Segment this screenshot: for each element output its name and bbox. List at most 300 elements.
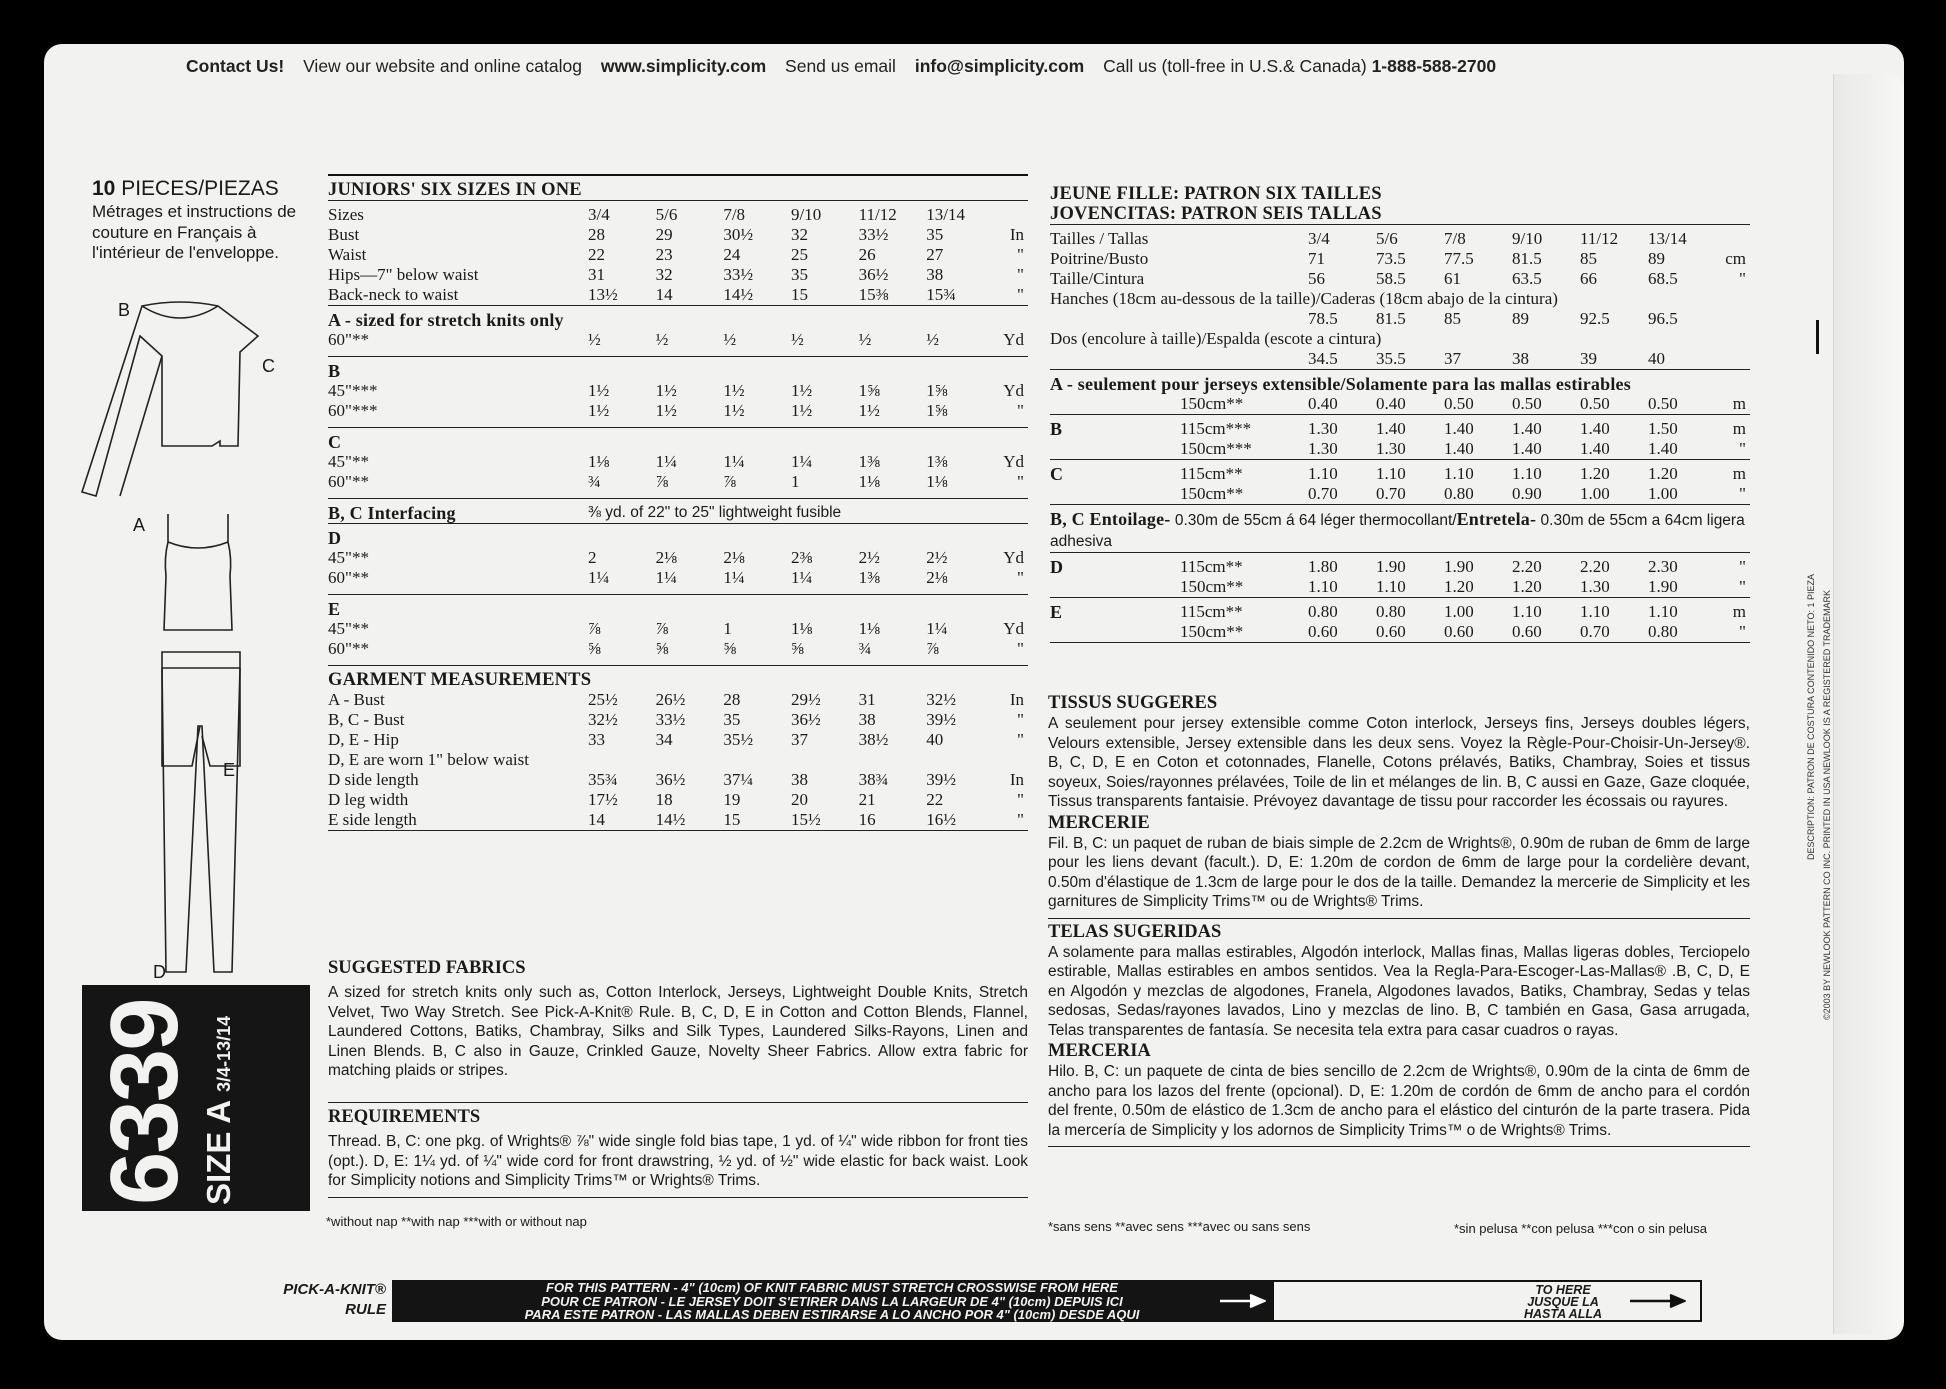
size-header: 7/8 [723,201,791,226]
view-heading-row [328,524,1028,549]
size-value: 15 [790,285,808,304]
size-value: 35.5 [1376,349,1406,368]
email-text: Send us email [785,56,896,76]
size-value: 32 [790,225,808,244]
fabric-width: 150cm** [1180,622,1244,641]
view-b-top-sketch [82,302,258,496]
unit: " [1739,484,1746,503]
view-label-c: C [262,356,275,376]
interfacing-es-label: Entretela- [1456,509,1537,529]
row-label [1050,415,1308,440]
size-value: 1.90 [1444,553,1512,578]
left-column [92,176,307,264]
row-label: D side length [328,770,419,789]
row-label [1050,622,1308,643]
size-value: 1½ [723,381,745,400]
size-value: 1.10 [1376,460,1444,485]
website-text: View our website and online catalog [303,56,582,76]
size-value: 27 [926,245,944,264]
phone-number: 1-888-588-2700 [1371,56,1497,76]
size-value [859,750,927,770]
row-label: Poitrine/Busto [1050,249,1149,268]
unit [1716,225,1750,250]
table-row [328,790,1028,810]
size-value: 39½ [926,710,957,729]
contact-line [186,56,1786,77]
hips-values-row [1050,309,1750,329]
tissus-text: A seulement pour jersey extensible comme Coton interlock, Jerseys fins, Jerseys doubles légers, Velours extensible, Jersey extensible dans les deux sens. Voyez la Règle-Pour-Choisir-Un-Jersey®. B, C, D, E en Coton et cotonnades, Flanelle, Cotons prélavés, Batiks, Chambray, Soies et tissus soyeux, Soies/rayonnes prélavées, Toile de lin et mélanges de lin. B, C aussi en Gaze, Gaze cloquée, Tissus transparents fantaisie. Prévoyez davantage de tissu pour raccorder les écossais ou rayures. [1048,715,1750,810]
unit: " [1739,269,1746,288]
size-value: 1.10 [1648,598,1716,623]
size-value: 0.50 [1512,394,1542,413]
size-value: ¾ [588,472,601,491]
size-value: 68.5 [1648,269,1678,288]
size-value: 25½ [588,690,618,709]
unit: " [994,810,1028,831]
size-value: 21 [858,790,876,809]
tissus-heading: TISSUS SUGGERES [1048,693,1218,713]
size-value: 1⅜ [858,568,880,587]
size-value: 32½ [588,710,618,729]
size-value: 1¼ [790,568,813,587]
view-heading: E [1050,602,1063,622]
back-label-row [1050,329,1750,349]
unit: Yd [1003,381,1024,400]
size-value: 36½ [655,770,686,789]
size-value: 15¾ [926,285,957,304]
table-row [328,810,1028,831]
size-value: 1½ [723,401,745,420]
size-value: 33 [588,730,605,749]
unit [1716,309,1750,329]
size-value: 0.90 [1512,484,1542,503]
hips-label: Hanches (18cm au-dessous de la taille)/Caderas (18cm abajo de la cintura) [1050,289,1558,308]
size-header: 9/10 [1512,225,1580,250]
size-value: 1½ [790,381,813,400]
size-value: 2 [588,548,597,567]
size-value: 85 [1444,309,1461,328]
french-instructions-note: Métrages et instructions de couture en Français à l'intérieur de l'enveloppe. [92,202,297,262]
description-text: DESCRIPTION: PATRON DE COSTURA CONTENIDO NETO: 1 PIEZA [1806,573,1816,860]
row-label: 60"** [328,568,369,587]
size-header: 5/6 [1376,225,1444,250]
size-value: 1.40 [1444,439,1474,458]
email-link[interactable]: info@simplicity.com [914,56,1085,76]
view-heading: E [328,595,1028,620]
hips-label-row [1050,289,1750,309]
size-value: 89 [1512,309,1529,328]
unit: Yd [1003,619,1024,638]
size-value: 1.40 [1512,415,1580,440]
size-value: 25 [790,245,808,264]
size-value: 38 [1512,349,1529,368]
size-value: 1 [790,472,800,491]
unit: cm [1725,249,1746,268]
size-value: ⅞ [655,619,669,638]
table-row [328,472,1028,492]
unit: " [1017,265,1024,284]
row-label [1050,553,1308,578]
size-value: 2⅛ [723,548,745,567]
arrow-right-icon [1630,1294,1686,1308]
fabric-width: 150cm** [1180,394,1244,413]
size-value: 33½ [858,225,889,244]
unit: m [1716,415,1750,440]
size-value: ⅞ [588,619,601,638]
to-here-label: TO HERE JUSQUE LA HASTA ALLA [1524,1283,1602,1321]
unit: " [1017,285,1024,304]
merceria-heading: MERCERIA [1048,1041,1151,1061]
size-value: 31 [588,265,605,284]
unit: " [1017,710,1024,729]
interfacing-cell [1050,505,1750,553]
row-label: Waist [328,245,367,264]
size-value: 1⅛ [790,619,813,638]
unit [1716,349,1750,370]
size-value: 14½ [656,810,724,831]
table-row [328,381,1028,401]
row-label [1050,484,1308,505]
view-heading-row [328,306,1028,331]
view-heading-row [328,499,1028,524]
size-value: 1.30 [1308,439,1338,458]
table-row [1050,394,1750,415]
row-label [1050,309,1308,329]
size-value: 20 [790,790,808,809]
size-value: 1¼ [723,452,745,471]
size-value: 35 [790,265,808,284]
size-value: 1⅜ [926,452,948,471]
size-value: 18 [655,790,673,809]
table-row [328,401,1028,421]
view-label-e: E [223,760,236,780]
row-label [1050,394,1308,415]
view-heading: B [328,357,1028,382]
size-value: 1⅛ [858,619,880,638]
size-value: 39 [1580,349,1597,368]
french-footnote: *sans sens **avec sens ***avec ou sans sens [1048,1219,1311,1234]
size-value: ⅝ [790,639,804,658]
size-header: 9/10 [791,201,859,226]
title-row [328,175,1028,201]
copyright-text: ©2003 BY NEWLOOK PATTERN CO INC. PRINTED IN USA NEWLOOK IS A REGISTERED TRADEMARK [1822,589,1832,1020]
size-value: 1½ [858,401,880,420]
interfacing-fr-text: 0.30m de 55cm á 64 léger thermocollant/ [1170,512,1457,529]
row-label: 60"** [328,330,369,349]
unit: " [1017,245,1024,264]
size-value: 38¾ [858,770,889,789]
size-value: 1¼ [723,568,745,587]
size-value: 1.90 [1376,553,1444,578]
size-value: 2.20 [1580,553,1648,578]
unit: m [1716,598,1750,623]
unit: Yd [1003,452,1024,471]
size-value: 17½ [588,790,618,809]
size-value: ⅝ [723,639,737,658]
size-header: 3/4 [1308,225,1376,250]
size-value: 58.5 [1376,269,1406,288]
size-value: 37 [1444,349,1461,368]
size-value: 38½ [858,730,889,749]
size-header-row [1050,225,1750,250]
size-value: ¾ [858,639,872,658]
unit: " [1739,577,1746,596]
unit: " [1017,401,1024,420]
size-value: ⅞ [723,472,737,491]
table-row [1050,249,1750,269]
size-value: 0.70 [1308,484,1338,503]
requirements-section [328,1102,1028,1198]
size-value: 2.20 [1512,553,1580,578]
size-value [791,750,859,770]
size-value: 1.40 [1648,439,1678,458]
size-value: 81.5 [1376,309,1406,328]
row-label [1050,349,1308,370]
size-value: 66 [1580,269,1597,288]
size-value: 36½ [858,265,889,284]
size-value: 0.40 [1308,394,1338,413]
size-value: ½ [790,330,804,349]
size-value: 2⅛ [655,548,677,567]
unit: " [1716,622,1750,643]
row-label: Back-neck to waist [328,285,459,304]
garment-measurements-heading: GARMENT MEASUREMENTS [328,666,1028,691]
size-value: 35 [723,710,741,729]
table-row [328,770,1028,790]
row-label: 45"** [328,619,369,638]
view-heading: A - sized for stretch knits only [328,306,1028,331]
size-value: 33½ [723,265,754,284]
suggested-fabrics-heading: SUGGESTED FABRICS [328,958,526,978]
size-header: 5/6 [656,201,724,226]
size-value: 1.40 [1376,415,1444,440]
fabric-width: 150cm** [1180,484,1244,503]
size-value: 1.90 [1648,577,1678,596]
view-a-camisole-sketch [164,514,232,630]
size-header: 3/4 [588,201,656,226]
size-value: 0.80 [1444,484,1474,503]
table-row [1050,598,1750,623]
sizes-label: Sizes [328,201,588,226]
size-value: 1¼ [588,568,610,587]
english-measurement-table [328,174,1028,831]
table-row [1050,622,1750,643]
size-value: 1⅛ [926,472,948,491]
size-value: 1.10 [1308,460,1376,485]
french-spanish-measurement-table [1050,184,1750,643]
view-heading-row [328,357,1028,382]
table-row [328,730,1028,750]
size-value: 1⅝ [858,381,880,400]
size-value: 0.50 [1444,394,1474,413]
size-value: 1.40 [1444,415,1512,440]
table-row [328,619,1028,639]
size-value: 40 [1648,349,1665,368]
view-heading: B [1050,419,1063,439]
size-value: 1.10 [1512,460,1580,485]
size-header: 11/12 [859,201,927,226]
size-value: 1.20 [1512,577,1542,596]
size-value: 26½ [655,690,686,709]
view-d-pants-sketch [162,652,240,972]
size-value: 0.80 [1376,598,1444,623]
size-value: 26 [858,245,876,264]
row-label: 60"*** [328,401,378,420]
unit: Yd [1003,330,1024,349]
table-row [328,245,1028,265]
contact-label: Contact Us! [186,56,285,76]
row-label: B, C - Bust [328,710,405,729]
size-value: 0.60 [1444,622,1512,643]
size-value: 1.10 [1308,577,1338,596]
size-value: 1.30 [1308,415,1376,440]
unit: " [1739,439,1746,458]
size-value: 1⅝ [926,381,948,400]
size-value: 1¼ [926,619,948,638]
size-value: 1¼ [790,452,813,471]
size-value: 96.5 [1648,309,1678,328]
phone-text: Call us (toll-free in U.S.& Canada) [1103,56,1367,76]
unit [994,750,1028,770]
unit: Yd [1003,548,1024,567]
size-value: 1½ [790,401,813,420]
size-value: 1.40 [1580,439,1610,458]
row-label: 60"** [328,472,369,491]
size-value: 15½ [791,810,859,831]
size-value: 0.50 [1580,394,1610,413]
size-value: 38 [858,710,876,729]
table-row [328,750,1028,770]
size-header: 11/12 [1580,225,1648,250]
view-heading: A - seulement pour jerseys extensible/Solamente para las mallas estirables [1050,370,1750,395]
table-row [328,639,1028,659]
view-label-a: A [133,515,146,535]
size-value: 1¼ [655,568,677,587]
row-label [1050,460,1308,485]
size-value: 22 [588,245,605,264]
size-label: SIZE A 3/4-13/14 [200,1015,237,1205]
row-label: Taille/Cintura [1050,269,1145,288]
size-value: 2⅜ [790,548,813,567]
size-value: 61 [1444,269,1461,288]
size-value: 37¼ [723,770,754,789]
size-value: 0.60 [1376,622,1444,643]
view-heading-row [328,595,1028,620]
fabric-width: 115cm** [1180,464,1243,483]
view-label-b: B [118,300,131,320]
size-value: 38 [790,770,808,789]
size-header: 13/14 [926,201,994,226]
table-row [328,548,1028,568]
size-value: 85 [1580,249,1597,268]
table-row [1050,269,1750,289]
mercerie-heading: MERCERIE [1048,812,1150,833]
french-spanish-text-section [1048,692,1750,1147]
size-value: 71 [1308,249,1325,268]
size-value: ⅝ [655,639,669,658]
size-value: 14 [655,285,673,304]
size-value: 1½ [655,381,677,400]
pieces-count: 10 PIECES/PIEZAS [92,177,279,200]
size-value: 0.40 [1376,394,1406,413]
size-value: 37 [790,730,808,749]
table-row [328,330,1028,350]
pattern-number-block [82,985,310,1211]
interfacing-note: ⅜ yd. of 22" to 25" lightweight fusible [588,499,1028,524]
size-value: 0.50 [1648,394,1678,413]
size-value: 29½ [790,690,821,709]
edge-mark [1816,320,1819,354]
size-value: 1.30 [1376,439,1406,458]
requirements-heading: REQUIREMENTS [328,1107,481,1127]
size-value: 29 [655,225,673,244]
row-label [1050,439,1308,460]
size-value: 34 [655,730,673,749]
size-value: 0.60 [1308,622,1376,643]
row-label: D, E - Hip [328,730,399,749]
size-header: 7/8 [1444,225,1512,250]
french-title: JEUNE FILLE: PATRON SIX TAILLES [1050,184,1382,204]
size-value: ⅞ [926,639,940,658]
fabric-width: 115cm*** [1180,419,1252,438]
size-value: 77.5 [1444,249,1474,268]
row-label: 45"** [328,452,369,471]
website-link[interactable]: www.simplicity.com [600,56,767,76]
fabric-width: 150cm*** [1180,439,1252,458]
size-value: 14 [588,810,656,831]
table-row [1050,577,1750,598]
size-value: 0.70 [1376,484,1406,503]
size-value: ½ [655,330,669,349]
view-heading: C [1050,464,1064,484]
size-value: 14½ [723,285,754,304]
size-value: 1.00 [1444,598,1512,623]
row-label: E side length [328,810,588,831]
row-label [1050,598,1308,623]
size-value: 1.20 [1444,577,1474,596]
size-value: 13½ [588,285,618,304]
unit: " [1017,568,1024,587]
unit [994,201,1028,226]
size-value: 32 [655,265,673,284]
size-value: 0.80 [1648,622,1716,643]
table-row [1050,553,1750,578]
size-value: 36½ [790,710,821,729]
size-value: 34.5 [1308,349,1338,368]
size-value: 56 [1308,269,1325,288]
size-value: 0.60 [1512,622,1580,643]
size-value: 81.5 [1512,249,1542,268]
view-e-shorts-sketch [162,668,200,766]
size-value: 1.10 [1580,598,1648,623]
suggested-fabrics-text: A sized for stretch knits only such as, Cotton Interlock, Jerseys, Lightweight Double Knits, Stretch Velvet, Two Way Stretch. See Pick-A-Knit® Rule. B, C, D, E in Cotton and Cotton Blends, Flannel, Laundered Cottons, Batiks, Chambray, Silks and Silk Types, Laundered Silks-Rayons, Linen and Linen Blends. B, C also in Gauze, Crinkled Gauze, Novelty Sheer Fabrics. Allow extra fabric for matching plaids or stripes. [328,984,1028,1079]
size-value: 16 [859,810,927,831]
unit: m [1716,460,1750,485]
size-value: 2.30 [1648,553,1716,578]
pattern-number: 6339 [91,999,198,1205]
size-value: 1.50 [1648,415,1716,440]
view-heading: D [328,524,1028,549]
size-value: 2½ [858,548,880,567]
unit: In [1009,770,1024,789]
table-row [1050,415,1750,440]
size-value: 1½ [655,401,677,420]
size-value: 2½ [926,548,948,567]
merceria-text: Hilo. B, C: un paquete de cinta de bies sencillo de 2.2cm de Wrights®, 0.90m de la cinta de 6mm de ancho para los lazos del frente (opcional). D, E: 1.20m de cordón de 6mm de ancho para el cordón del frente, 0.50m de elástico de 1.3cm de ancho para el elástico del cinturón de la parte trasera. Pida la mercería de Simplicity y los adornos de Simplicity Trims™ o de Wrights® Trims. [1048,1063,1750,1139]
size-value: 1⅝ [926,401,948,420]
size-value: ⅞ [655,472,669,491]
row-label [1050,577,1308,598]
